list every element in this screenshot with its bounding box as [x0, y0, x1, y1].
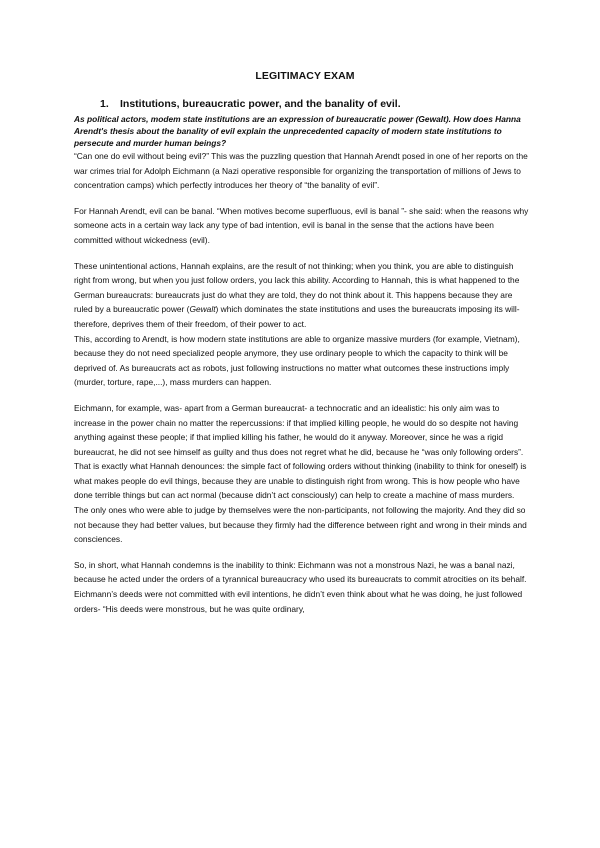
section-heading-text: Institutions, bureaucratic power, and the banality of evil. — [120, 98, 401, 110]
paragraph-2: For Hannah Arendt, evil can be banal. “When motives become superfluous, evil is banal ”- she said: when the reasons why someone acts in a certain way lack any type of bad intention, evil is banal in the sense that the actions have been committed without wickedness (evil). — [74, 205, 529, 245]
paragraph-3-part-a: These unintentional actions, Hannah explains, are the result of not thinking; when you think, you are able to distinguish right from wrong, but when you just follow orders, you lack this ability. According to Hannah, this is what happened to the German bureaucrats: bureaucrats just do what they are told, they do not think about it. This happens because they are ruled by a bureaucratic power ( — [74, 260, 520, 315]
document-body — [74, 70, 532, 616]
paragraph-5: Eichmann, for example, was- apart from a German bureaucrat- a technocratic and an idealistic: his only aim was to increase in the power chain no matter the repercussions: if that implied killing people, he would do so despite not having anything against these people; if that implied killing his father, he would do it anyway. Moreover, since he was a rigid bureaucrat, he did not see himself as guilty and thus does not regret what he did, because he “was only following orders”. — [74, 402, 524, 457]
paragraph-9: Eichmann’s deeds were not committed with evil intentions, he didn’t even think about what he was doing, he just followed orders- “His deeds were monstrous, but he was quite ordinary, — [74, 589, 523, 614]
paragraph-6: That is exactly what Hannah denounces: the simple fact of following orders without thinking (inability to think for oneself) is what makes people do evil things, because they are unable to distinguish right from wrong. This is how people who have done terrible things but can act normal (because didn’t act consciously) can help to create a machine of mass murders. — [74, 461, 527, 501]
paragraph-8: So, in short, what Hannah condemns is the inability to think: Eichmann was not a monstrous Nazi, he was a banal nazi, because he acted under the orders of a tyrannical bureaucracy who used its bureaucrats to commit atrocities on its behalf. — [74, 559, 527, 585]
paragraph-3-part-b: ) which dominates the state institutions and uses the bureaucrats imposing its will- therefore, deprives them of their freedom, of their power to act. — [74, 304, 520, 329]
section-number: 1. — [100, 98, 109, 110]
document-title: LEGITIMACY EXAM — [255, 70, 355, 82]
paragraph-7: The only ones who were able to judge by themselves were the non-participants, not following the majority. And they did so not because they had better values, but because they firmly had the difference between right and wrong in their minds and consciences. — [74, 505, 527, 545]
exam-question: As political actors, modem state institutions are an expression of bureaucratic power (Gewalt). How does Hanna Arendt's thesis about the banality of evil explain the unprecedented capacity of modern state institutions to persecute and murder human beings? — [74, 114, 521, 148]
paragraph-3 — [74, 259, 532, 332]
section-heading — [74, 98, 532, 110]
paragraph-3-term: Gewalt — [189, 304, 216, 315]
paragraph-1: “Can one do evil without being evil?” This was the puzzling question that Hannah Arendt posed in one of her reports on the war crimes trial for Adolph Eichmann (a Nazi operative responsible for organizing the transportation of millions of Jews to concentration camps) which perfectly introduces her theory of “the banality of evil”. — [74, 151, 528, 191]
paragraph-4: This, according to Arendt, is how modern state institutions are able to organize massive murders (for example, Vietnam), because they do not need specialized people anymore, they use ordinary people to which the capacity to think will be deprived of. As bureaucrats act as robots, just following instructions no matter what outcomes these instructions imply (murder, torture, rape,...), mass murders can happen. — [74, 333, 520, 388]
